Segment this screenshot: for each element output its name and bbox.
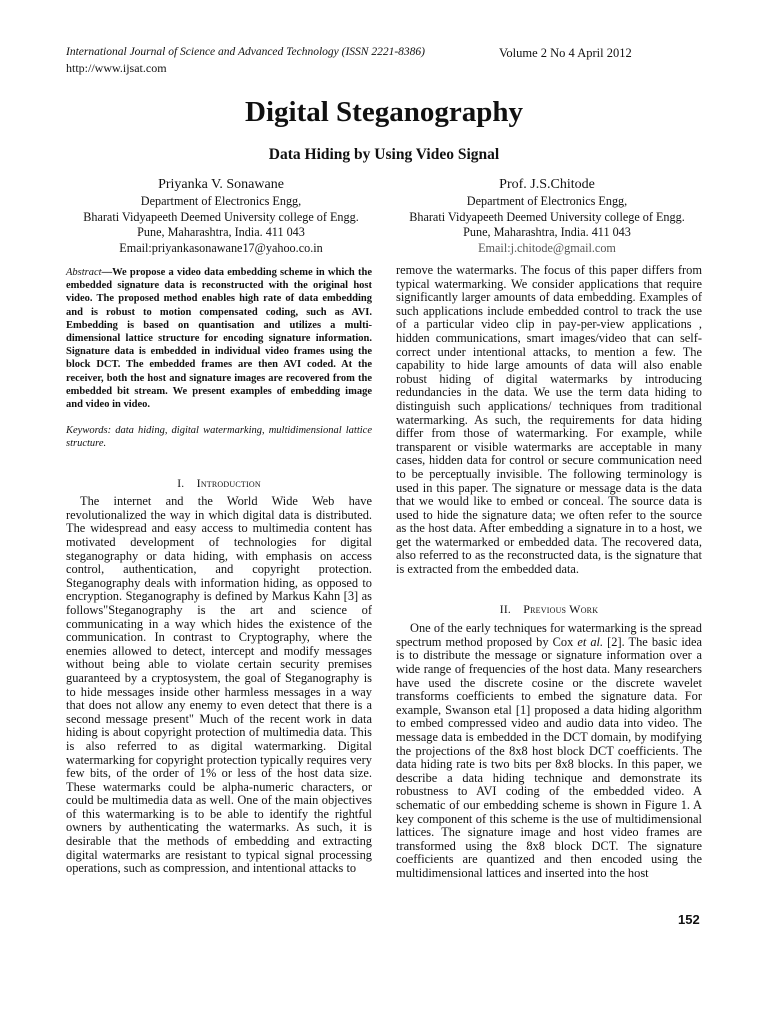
author-department: Department of Electronics Engg, (140, 194, 302, 208)
author-email: Email:priyankasonawane17@yahoo.co.in (119, 240, 323, 255)
author-institution: Bharati Vidyapeeth Deemed University college of Engg. (83, 209, 359, 224)
volume-info: Volume 2 No 4 April 2012 (499, 46, 632, 60)
section-number: I. (177, 477, 185, 490)
previous-work-paragraph (396, 622, 702, 880)
introduction-continued-paragraph: remove the watermarks. The focus of this paper differs from typical watermarking. We consider applications that require significantly larger amounts of data embedding. Examples of such applications include embedded control to track the use of a particular video clip in pay-per-view applications , hidden communications, smart images/video that can self-correct under intentional attacks, to mention a few. The capability to hide large amounts of data will also enable robust hiding of digital watermarks by introducing redundancies in the data. We use the term data hiding to distinguish such applications/ techniques from traditional watermarking. As such, the requirements for data hiding differ from those of watermarking. For example, while transparent or visible watermarks are acceptable in many cases, hidden data for control or secure communication need to be perceptually invisible. The following terminology is used in this paper. The signature or message data is the data that we would like to embed or conceal. The source data is used to hide the signature data; we often refer to the source as the host data. After embedding a signature in to a host, we get the watermarked or embedded data. The recovered data, also referred to as the reconstructed data, is the signature that is extracted from the embedded data. (396, 263, 702, 577)
author-block-1 (66, 176, 376, 256)
author-address: Pune, Maharashtra, India. 411 043 (137, 225, 305, 239)
keywords: Keywords: data hiding, digital watermarking, multidimensional lattice structure. (66, 425, 372, 450)
section-title: Previous Work (523, 601, 599, 616)
author-name: Prof. J.S.Chitode (499, 177, 595, 192)
author-address: Pune, Maharashtra, India. 411 043 (463, 225, 631, 239)
previous-work-text-start: One of the early techniques for watermarking is the spread spectrum method proposed by Cox (396, 621, 702, 649)
author-department: Department of Electronics Engg, (466, 194, 628, 208)
author-block-2 (392, 176, 702, 256)
journal-name: International Journal of Science and Advanced Technology (ISSN 2221-8386) (66, 46, 425, 58)
journal-url: http://www.ijsat.com (66, 61, 167, 75)
abstract-text: We propose a video data embedding scheme in which the embedded signature data is reconstructed with the original host video. The proposed method enables high rate of data embedding and is robust to motion compensated coding, such as AVI. Embedding is based on quantisation and utilizes a multi-dimensional lattice structure for encoding signature information. Signature data is embedded in individual video frames using the block DCT. The embedded frames are then AVI coded. At the receiver, both the host and signature images are recovered from the embedded bit stream. We present examples of embedding image and video in video. (66, 267, 372, 411)
abstract-label: Abstract (66, 267, 102, 278)
introduction-paragraph: The internet and the World Wide Web have revolutionalized the way in which digital data is distributed. The widespread and easy access to multimedia content has motivated development of technologies for digital steganography or data hiding, with emphasis on access control, authentication, and copyright protection. Steganography deals with information hiding, as opposed to encryption. Steganography is defined by Markus Kahn [3] as follows"Steganography is the art and science of communicating in a way which hides the existence of the communication. In contrast to Cryptography, where the enemies allowed to detect, intercept and modify messages without being able to violate certain security premises guaranteed by a cryptosystem, the goal of Steganography is to hide messages inside other harmless messages in a way that does not allow any enemy to even detect that there is a second message present" Much of the recent work in data hiding is about copyright protection of multimedia data. This is also referred to as digital watermarking. Digital watermarking for copyright protection typically requires very few bits, of the order of 1% or less of the host data size. These watermarks could be alpha-numeric characters, or could be multimedia data as well. One of the main objectives of this watermarking is to be able to identify the rightful owners by authenticating the watermarks. As such, it is desirable that the methods of embedding and extracting digital watermarks are resistant to typical signal processing operations, such as compression, and intentional attacks to (66, 494, 372, 876)
right-column (396, 264, 702, 881)
section-heading-previous-work (396, 603, 702, 618)
section-heading-introduction (66, 477, 372, 492)
page-number: 152 (678, 912, 700, 927)
left-column (66, 264, 372, 876)
section-title: Introduction (196, 475, 261, 490)
previous-work-text-rest: [2]. The basic idea is to distribute the message or signature information over a wide range of frequencies of the host data. Many researchers have used the discrete cosine or the discrete wavelet transforms coefficients to embed the signature data. For example, Swanson etal [1] proposed a data hiding algorithm to embed compressed video and audio data into video. The message data is embedded in the DCT domain, by modifying the projections of the 8x8 host block DCT coefficients. The data hiding rate is two bits per 8x8 blocks. In this paper, we describe a data hiding technique and demonstrate its robustness to AVI coding of the embedded video. A schematic of our embedding scheme is shown in Figure 1. A key component of this scheme is the use of multidimensional lattices. The signature image and host video frames are transformed using the 8x8 block DCT. The signature coefficients are quantized and then encoded using the multidimensional lattices and inserted into the host (396, 634, 703, 880)
section-number: II. (499, 603, 511, 616)
paper-title: Digital Steganography (245, 96, 523, 128)
author-email: Email:j.chitode@gmail.com (478, 240, 616, 255)
abstract (66, 266, 372, 411)
abstract-dash: — (101, 267, 113, 278)
et-al: et al. (577, 634, 604, 649)
paper-subtitle: Data Hiding by Using Video Signal (268, 146, 500, 163)
author-institution: Bharati Vidyapeeth Deemed University college of Engg. (409, 209, 685, 224)
author-name: Priyanka V. Sonawane (158, 177, 284, 192)
